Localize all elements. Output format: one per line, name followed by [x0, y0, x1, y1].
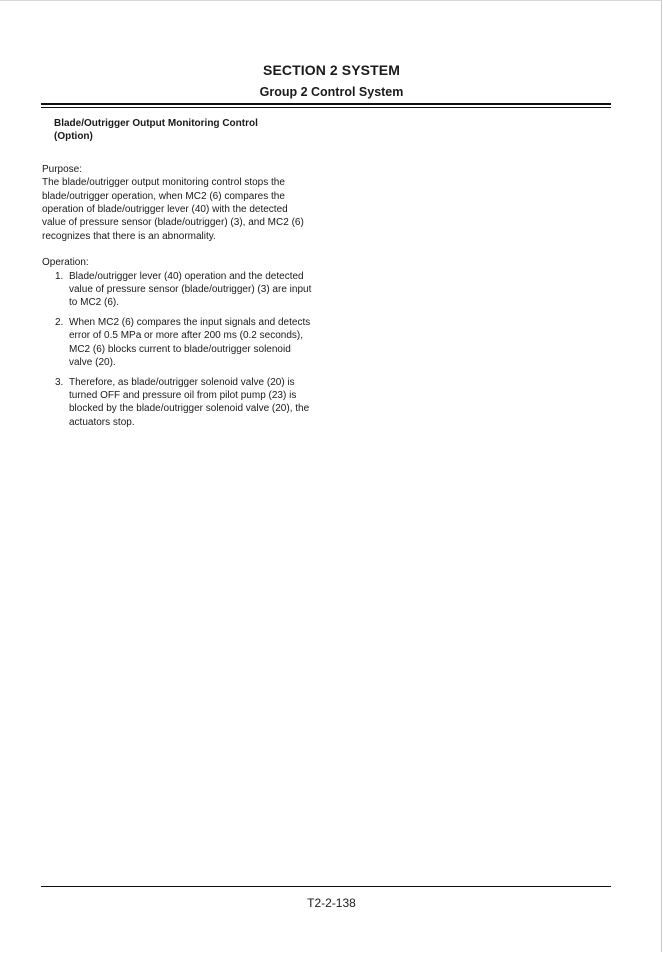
main-content: [42, 117, 314, 435]
operation-steps: [42, 270, 314, 429]
header-rule-thick: [41, 103, 611, 105]
page-number: T2-2-138: [307, 896, 356, 910]
footer-rule: [41, 886, 611, 887]
step-number: 3.: [55, 376, 64, 388]
list-item: [42, 376, 314, 430]
step-text: Therefore, as blade/outrigger solenoid valve (20) is turned OFF and pressure oil from pilot pump (23) is blocked by the blade/outrigger solenoid valve (20), the actuators stop.: [69, 376, 310, 428]
section-title: SECTION 2 SYSTEM: [263, 62, 400, 78]
header-rule-thin: [41, 107, 611, 108]
step-number: 2.: [55, 316, 64, 328]
purpose-text: The blade/outrigger output monitoring control stops the blade/outrigger operation, when MC2 (6) compares the operation of blade/outrigger lever (40) with the detected value of pressure sensor (blade/outrigger) (3), and MC2 (6) recognizes that there is an abnormality.: [42, 177, 304, 242]
group-title: Group 2 Control System: [259, 85, 404, 99]
article-heading: [54, 117, 314, 144]
article-heading-line2: (Option): [54, 131, 93, 143]
list-item: [42, 316, 314, 370]
operation-label: Operation:: [42, 257, 89, 269]
step-number: 1.: [55, 270, 64, 282]
purpose-label: Purpose:: [42, 163, 83, 175]
step-text: Blade/outrigger lever (40) operation and the detected value of pressure sensor (blade/outrigger) (3) are input to MC2 (6).: [69, 270, 312, 309]
list-item: [42, 270, 314, 310]
article-heading-line1: Blade/Outrigger Output Monitoring Control: [54, 118, 258, 129]
step-text: When MC2 (6) compares the input signals and detects error of 0.5 MPa or more after 200 ms (0.2 seconds), MC2 (6) blocks current to blade/outrigger solenoid valve (20).: [69, 316, 311, 369]
